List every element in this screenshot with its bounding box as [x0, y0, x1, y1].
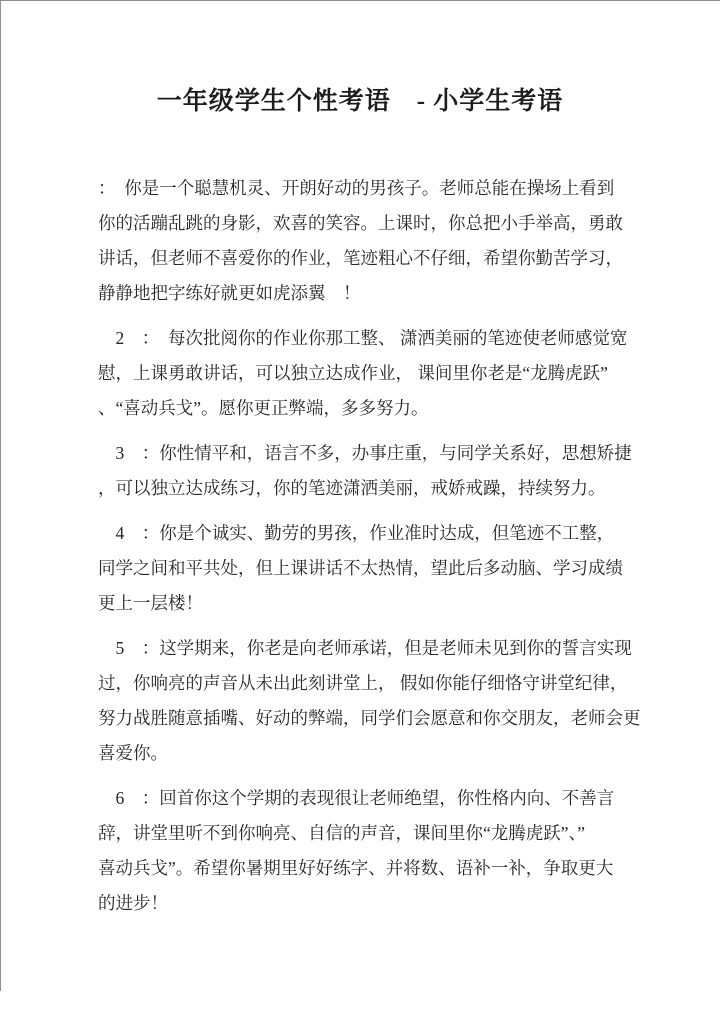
text-line: 4 ：你是个诚实、勤劳的男孩，作业准时达成，但笔迹不工整， — [98, 523, 615, 543]
text-line: 慰，上课勇敢讲话，可以独立达成作业， 课间里你老是“龙腾虎跃” — [98, 363, 608, 383]
document-body — [98, 171, 641, 921]
paragraph — [98, 631, 641, 771]
page-top-edge-line — [0, 0, 720, 1]
text-line: 讲话，但老师不喜爱你的作业，笔迹粗心不仔细，希望你勤苦学习， — [98, 248, 623, 268]
text-line: 6 ：回首你这个学期的表现很让老师绝望，你性格内向、不善言 — [98, 788, 615, 808]
paragraph — [98, 781, 622, 921]
text-line: 2 ： 每次批阅你的作业你那工整、 潇洒美丽的笔迹使老师感觉宽 — [98, 328, 628, 348]
text-line: ： 你是一个聪慧机灵、开朗好动的男孩子。老师总能在操场上看到 — [98, 178, 615, 198]
page-title: 一年级学生个性考语 - 小学生考语 — [156, 88, 564, 115]
paragraph — [98, 516, 622, 621]
text-line: 的进步！ — [98, 893, 168, 913]
text-line: 努力战胜随意插嘴、好动的弊端，同学们会愿意和你交朋友，老师会更 — [98, 708, 641, 728]
text-line: 静静地把字练好就更如虎添翼 ！ — [98, 283, 361, 303]
text-line: 喜爱你。 — [98, 743, 168, 763]
paragraph — [98, 436, 632, 506]
text-line: 辞，讲堂里听不到你响亮、自信的声音，课间里你“龙腾虎跃”、” — [98, 823, 586, 843]
text-line: 5 ：这学期来，你老是向老师承诺，但是老师未见到你的誓言实现 — [98, 638, 632, 658]
text-line: 你的活蹦乱跳的身影，欢喜的笑容。上课时，你总把小手举高，勇敢 — [98, 213, 623, 233]
text-line: 喜动兵戈”。希望你暑期里好好练字、并将数、语补一补，争取更大 — [98, 858, 614, 878]
text-line: 3 ：你性情平和，语言不多，办事庄重，与同学关系好，思想矫捷 — [98, 443, 632, 463]
text-line: 同学之间和平共处，但上课讲话不太热情，望此后多动脑、学习成绩 — [98, 558, 623, 578]
text-line: 、“喜动兵戈”。愿你更正弊端，多多努力。 — [98, 398, 429, 418]
text-line: ，可以独立达成练习，你的笔迹潇洒美丽，戒娇戒躁，持续努力。 — [98, 478, 606, 498]
text-line: 过，你响亮的声音从未出此刻讲堂上， 假如你能仔细恪守讲堂纪律， — [98, 673, 628, 693]
text-line: 更上一层楼！ — [98, 593, 203, 613]
paragraph — [98, 171, 622, 311]
paragraph — [98, 321, 628, 426]
page-left-edge-line — [0, 0, 1, 991]
